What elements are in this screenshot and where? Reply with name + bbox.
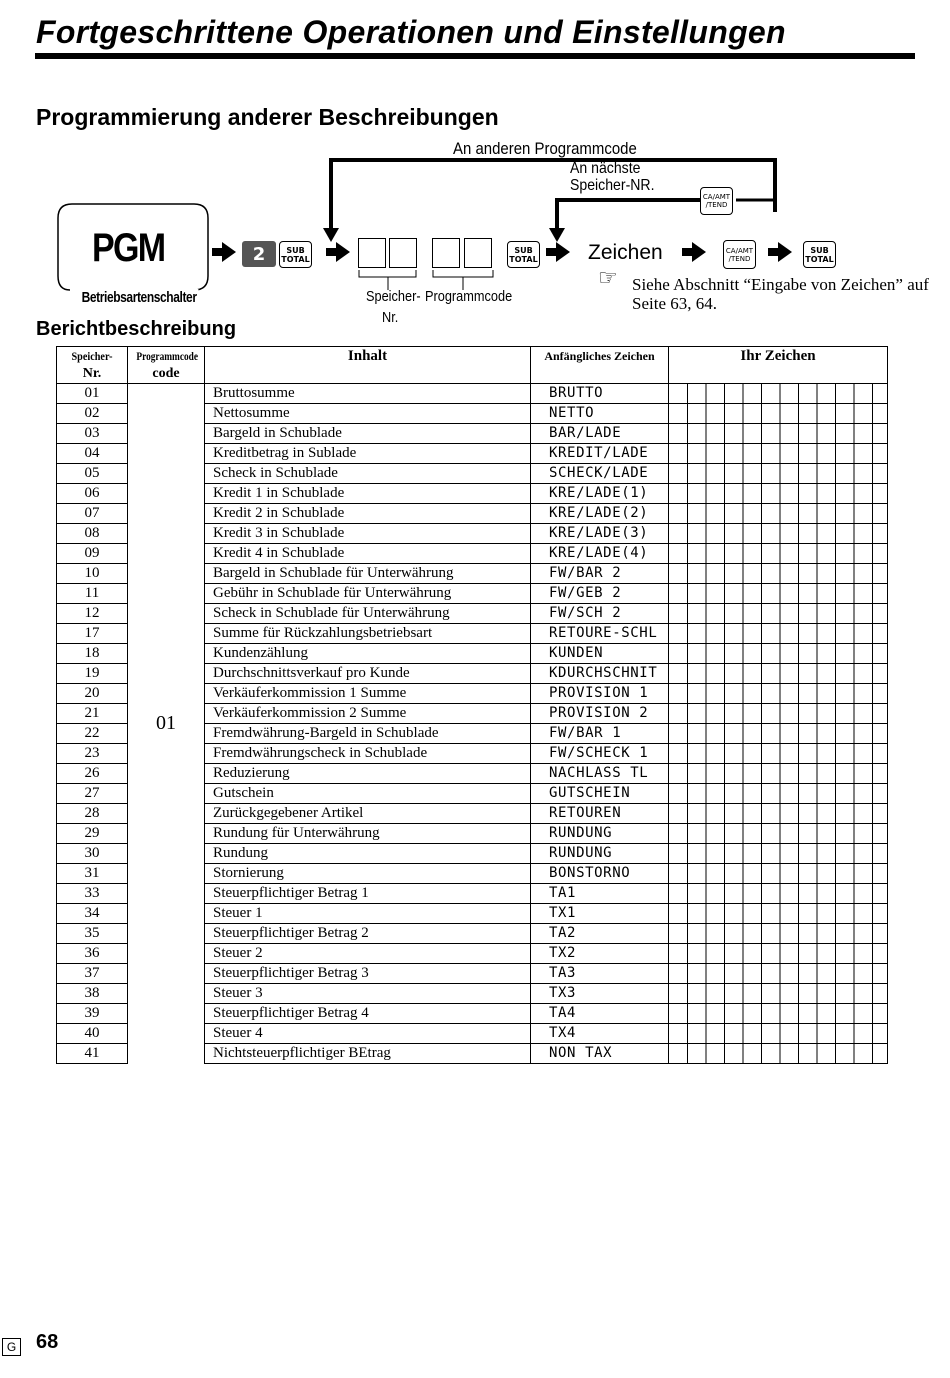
content-cell: Kredit 4 in Schublade	[205, 544, 531, 564]
content-cell: Reduzierung	[205, 764, 531, 784]
initial-characters-cell: FW/BAR 2	[531, 564, 669, 584]
initial-characters-cell: PROVISION 1	[531, 684, 669, 704]
caamt-loop-key-line2: /TEND	[705, 201, 728, 209]
initial-characters-cell: TA3	[531, 964, 669, 984]
content-cell: Fremdwährungscheck in Schublade	[205, 744, 531, 764]
content-cell: Steuer 4	[205, 1024, 531, 1044]
memory-nr-cell: 21	[57, 704, 128, 724]
initial-characters-cell: KRE/LADE(1)	[531, 484, 669, 504]
memory-nr-cell: 08	[57, 524, 128, 544]
initial-characters-cell: KREDIT/LADE	[531, 444, 669, 464]
subtotal-key-3[interactable]	[803, 241, 836, 268]
memory-nr-cell: 02	[57, 404, 128, 424]
initial-characters-cell: RUNDUNG	[531, 844, 669, 864]
initial-characters-cell: BAR/LADE	[531, 424, 669, 444]
memory-nr-cell: 28	[57, 804, 128, 824]
memory-nr-cell: 23	[57, 744, 128, 764]
loop-program-arrowhead	[323, 228, 339, 242]
content-cell: Verkäuferkommission 1 Summe	[205, 684, 531, 704]
initial-characters-cell: BRUTTO	[531, 384, 669, 404]
memory-nr-cell: 22	[57, 724, 128, 744]
header-memory-line2: Nr.	[82, 366, 102, 381]
your-characters-grid-cell[interactable]	[669, 504, 888, 524]
memory-nr-cell: 07	[57, 504, 128, 524]
loop-next-line-2	[557, 200, 700, 232]
memory-nr-cell: 27	[57, 784, 128, 804]
your-characters-grid-cell[interactable]	[669, 964, 888, 984]
loop-next-arrowhead	[549, 228, 565, 242]
initial-characters-cell: TX4	[531, 1024, 669, 1044]
your-characters-grid-cell[interactable]	[669, 804, 888, 824]
initial-characters-cell: TX3	[531, 984, 669, 1004]
your-characters-grid-cell[interactable]	[669, 484, 888, 504]
content-cell: Scheck in Schublade	[205, 464, 531, 484]
content-cell: Bruttosumme	[205, 384, 531, 404]
memory-box-bracket	[359, 270, 416, 277]
content-cell: Bargeld in Schublade für Unterwährung	[205, 564, 531, 584]
note-line2: Seite 63, 64.	[632, 294, 717, 313]
subtotal-key-line1: SUB	[286, 245, 305, 255]
box-label-memory-line1: Speicher-	[366, 288, 421, 305]
content-cell: Gutschein	[205, 784, 531, 804]
initial-characters-cell: KRE/LADE(4)	[531, 544, 669, 564]
subtotal-key-3-line2: TOTAL	[805, 254, 834, 264]
initial-characters-cell: NACHLASS TL	[531, 764, 669, 784]
memory-nr-cell: 34	[57, 904, 128, 924]
subtotal-key-2[interactable]	[507, 241, 540, 268]
program-code-cell: 01	[128, 384, 205, 1064]
your-characters-grid-cell[interactable]	[669, 624, 888, 644]
digit-2-key[interactable]: 2	[242, 241, 276, 267]
initial-characters-cell: KRE/LADE(2)	[531, 504, 669, 524]
your-characters-grid-cell[interactable]	[669, 1044, 888, 1064]
memory-nr-cell: 35	[57, 924, 128, 944]
caamt-tend-key[interactable]	[723, 240, 756, 269]
your-characters-grid-cell[interactable]	[669, 744, 888, 764]
memory-nr-box-2[interactable]	[389, 238, 417, 268]
initial-characters-cell: BONSTORNO	[531, 864, 669, 884]
arrow-2	[326, 242, 350, 262]
caamt-key-line1: CA/AMT	[725, 246, 754, 255]
memory-nr-cell: 19	[57, 664, 128, 684]
page-number: 68	[36, 1331, 59, 1353]
content-cell: Nichtsteuerpflichtiger BEtrag	[205, 1044, 531, 1064]
content-cell: Steuerpflichtiger Betrag 2	[205, 924, 531, 944]
caamt-tend-key-loop[interactable]	[700, 187, 733, 215]
memory-nr-cell: 12	[57, 604, 128, 624]
page-title: Fortgeschrittene Operationen und Einstellungen	[36, 14, 786, 50]
loop-label-next-line2: Speicher-NR.	[570, 177, 655, 194]
your-characters-grid-cell[interactable]	[669, 424, 888, 444]
memory-nr-box-1[interactable]	[358, 238, 386, 268]
your-characters-grid-cell[interactable]	[669, 544, 888, 564]
characters-label: Zeichen	[588, 241, 663, 264]
your-characters-grid-cell[interactable]	[669, 704, 888, 724]
memory-nr-cell: 04	[57, 444, 128, 464]
mode-switch-label: PGM	[92, 226, 165, 270]
mode-switch-caption: Betriebsartenschalter	[81, 289, 197, 306]
your-characters-grid-cell[interactable]	[669, 584, 888, 604]
memory-nr-cell: 09	[57, 544, 128, 564]
your-characters-grid-cell[interactable]	[669, 944, 888, 964]
arrow-4	[682, 242, 706, 262]
initial-characters-cell: KDURCHSCHNIT	[531, 664, 669, 684]
memory-nr-cell: 29	[57, 824, 128, 844]
pointing-hand-icon: ☞	[598, 266, 618, 291]
loop-label-next-line1: An nächste	[570, 160, 641, 177]
header-content: Inhalt	[205, 347, 531, 384]
arrow-1	[212, 242, 236, 262]
memory-nr-cell: 05	[57, 464, 128, 484]
memory-nr-cell: 06	[57, 484, 128, 504]
content-cell: Rundung	[205, 844, 531, 864]
arrow-3	[546, 242, 570, 262]
content-cell: Fremdwährung-Bargeld in Schublade	[205, 724, 531, 744]
content-cell: Rundung für Unterwährung	[205, 824, 531, 844]
your-characters-grid-cell[interactable]	[669, 684, 888, 704]
your-characters-grid-cell[interactable]	[669, 724, 888, 744]
memory-nr-cell: 18	[57, 644, 128, 664]
your-characters-grid-cell[interactable]	[669, 604, 888, 624]
program-box-bracket	[433, 270, 493, 277]
initial-characters-cell: TX2	[531, 944, 669, 964]
memory-nr-cell: 11	[57, 584, 128, 604]
content-cell: Kredit 3 in Schublade	[205, 524, 531, 544]
program-code-box-1[interactable]	[432, 238, 460, 268]
your-characters-grid-cell[interactable]	[669, 864, 888, 884]
content-cell: Stornierung	[205, 864, 531, 884]
memory-nr-cell: 01	[57, 384, 128, 404]
table-header-row	[57, 347, 888, 384]
memory-nr-cell: 36	[57, 944, 128, 964]
program-flow-diagram	[0, 0, 950, 340]
initial-characters-cell: GUTSCHEIN	[531, 784, 669, 804]
your-characters-grid-cell[interactable]	[669, 924, 888, 944]
loop-label-program: An anderen Programmcode	[453, 139, 637, 158]
subtotal-key-2-line1: SUB	[514, 245, 533, 255]
your-characters-grid-cell[interactable]	[669, 884, 888, 904]
initial-characters-cell: TA1	[531, 884, 669, 904]
header-code-line2: code	[152, 366, 180, 381]
memory-nr-cell: 33	[57, 884, 128, 904]
memory-nr-cell: 37	[57, 964, 128, 984]
your-characters-grid-cell[interactable]	[669, 384, 888, 404]
header-your-characters: Ihr Zeichen	[669, 347, 888, 384]
language-mark: G	[2, 1338, 21, 1356]
content-cell: Scheck in Schublade für Unterwährung	[205, 604, 531, 624]
header-initial-characters: Anfängliches Zeichen	[531, 347, 669, 384]
initial-characters-cell: KRE/LADE(3)	[531, 524, 669, 544]
content-cell: Kreditbetrag in Sublade	[205, 444, 531, 464]
initial-characters-cell: RUNDUNG	[531, 824, 669, 844]
memory-nr-cell: 26	[57, 764, 128, 784]
memory-nr-cell: 31	[57, 864, 128, 884]
header-program-code	[128, 347, 205, 384]
content-cell: Verkäuferkommission 2 Summe	[205, 704, 531, 724]
program-code-box-2[interactable]	[464, 238, 492, 268]
memory-nr-cell: 17	[57, 624, 128, 644]
content-cell: Steuerpflichtiger Betrag 4	[205, 1004, 531, 1024]
initial-characters-cell: FW/SCH 2	[531, 604, 669, 624]
memory-nr-cell: 03	[57, 424, 128, 444]
header-memory-line1: Speicher-	[71, 349, 113, 363]
initial-characters-cell: TX1	[531, 904, 669, 924]
subtotal-key-line2: TOTAL	[281, 254, 310, 264]
header-memory-nr	[57, 347, 128, 384]
your-characters-grid-cell[interactable]	[669, 524, 888, 544]
memory-nr-cell: 40	[57, 1024, 128, 1044]
memory-nr-cell: 10	[57, 564, 128, 584]
your-characters-grid-cell[interactable]	[669, 824, 888, 844]
content-cell: Nettosumme	[205, 404, 531, 424]
initial-characters-cell: FW/SCHECK 1	[531, 744, 669, 764]
content-cell: Kundenzählung	[205, 644, 531, 664]
your-characters-grid-cell[interactable]	[669, 404, 888, 424]
initial-characters-cell: NON TAX	[531, 1044, 669, 1064]
initial-characters-cell: RETOURE-SCHL	[531, 624, 669, 644]
your-characters-grid-cell[interactable]	[669, 644, 888, 664]
content-cell: Kredit 2 in Schublade	[205, 504, 531, 524]
your-characters-grid-cell[interactable]	[669, 564, 888, 584]
memory-nr-cell: 39	[57, 1004, 128, 1024]
memory-nr-cell: 38	[57, 984, 128, 1004]
memory-nr-cell: 30	[57, 844, 128, 864]
content-cell: Zurückgegebener Artikel	[205, 804, 531, 824]
content-cell: Bargeld in Schublade	[205, 424, 531, 444]
initial-characters-cell: KUNDEN	[531, 644, 669, 664]
your-characters-grid-cell[interactable]	[669, 1024, 888, 1044]
initial-characters-cell: FW/GEB 2	[531, 584, 669, 604]
header-code-line1: Programmcode	[136, 349, 199, 363]
initial-characters-cell: TA2	[531, 924, 669, 944]
initial-characters-cell: PROVISION 2	[531, 704, 669, 724]
content-cell: Steuer 2	[205, 944, 531, 964]
report-description-table	[56, 346, 888, 1064]
section-title: Programmierung anderer Beschreibungen	[36, 104, 499, 130]
content-cell: Durchschnittsverkauf pro Kunde	[205, 664, 531, 684]
your-characters-grid-cell[interactable]	[669, 764, 888, 784]
your-characters-grid-cell[interactable]	[669, 984, 888, 1004]
initial-characters-cell: TA4	[531, 1004, 669, 1024]
content-cell: Steuer 3	[205, 984, 531, 1004]
box-label-memory-line2: Nr.	[382, 309, 399, 326]
your-characters-grid-cell[interactable]	[669, 664, 888, 684]
caamt-key-line2: /TEND	[728, 254, 751, 263]
your-characters-grid-cell[interactable]	[669, 904, 888, 924]
box-label-program: Programmcode	[425, 288, 513, 305]
memory-nr-cell: 41	[57, 1044, 128, 1064]
subtotal-key-3-line1: SUB	[810, 245, 829, 255]
table-body	[57, 384, 888, 1064]
your-characters-grid-cell[interactable]	[669, 784, 888, 804]
content-cell: Steuer 1	[205, 904, 531, 924]
caamt-loop-key-line1: CA/AMT	[702, 193, 731, 201]
subtotal-key-2-line2: TOTAL	[509, 254, 538, 264]
content-cell: Summe für Rückzahlungsbetriebsart	[205, 624, 531, 644]
your-characters-grid-cell[interactable]	[669, 464, 888, 484]
report-title: Berichtbeschreibung	[36, 318, 237, 340]
table-row	[57, 384, 888, 404]
content-cell: Kredit 1 in Schublade	[205, 484, 531, 504]
content-cell: Gebühr in Schublade für Unterwährung	[205, 584, 531, 604]
memory-nr-cell: 20	[57, 684, 128, 704]
arrow-5	[768, 242, 792, 262]
initial-characters-cell: FW/BAR 1	[531, 724, 669, 744]
initial-characters-cell: RETOUREN	[531, 804, 669, 824]
content-cell: Steuerpflichtiger Betrag 3	[205, 964, 531, 984]
your-characters-grid-cell[interactable]	[669, 1004, 888, 1024]
your-characters-grid-cell[interactable]	[669, 444, 888, 464]
subtotal-key[interactable]	[279, 241, 312, 268]
content-cell: Steuerpflichtiger Betrag 1	[205, 884, 531, 904]
note-line1: Siehe Abschnitt “Eingabe von Zeichen” auf	[632, 275, 929, 294]
initial-characters-cell: NETTO	[531, 404, 669, 424]
your-characters-grid-cell[interactable]	[669, 844, 888, 864]
initial-characters-cell: SCHECK/LADE	[531, 464, 669, 484]
